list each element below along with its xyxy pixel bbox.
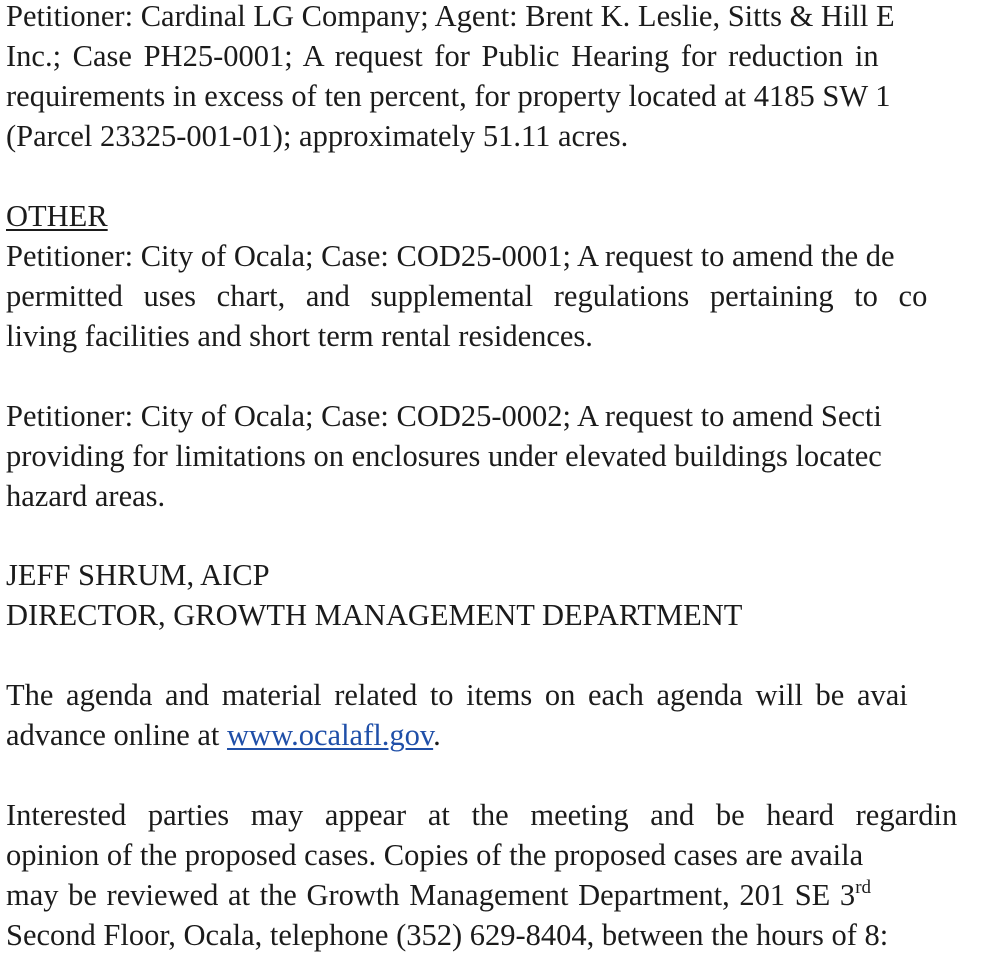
paragraph-line: requirements in excess of ten percent, for property located at 4185 SW 1 — [6, 79, 891, 113]
paragraph-line: Second Floor, Ocala, telephone (352) 629-8404, between the hours of 8: — [6, 918, 889, 952]
section-heading-other: OTHER — [6, 199, 108, 233]
paragraph-line: Petitioner: Cardinal LG Company; Agent: Brent K. Leslie, Sitts & Hill E — [6, 0, 895, 33]
ocala-website-link[interactable]: www.ocalafl.gov — [227, 718, 434, 752]
paragraph-line: opinion of the proposed cases. Copies of the proposed cases are availa — [6, 838, 864, 872]
paragraph-line: Petitioner: City of Ocala; Case: COD25-0002; A request to amend Secti — [6, 399, 882, 433]
paragraph-line: providing for limitations on enclosures under elevated buildings locatec — [6, 439, 882, 473]
paragraph-line: The agenda and material related to items on each agenda will be avai — [6, 678, 908, 712]
signer-title: DIRECTOR, GROWTH MANAGEMENT DEPARTMENT — [6, 598, 743, 632]
line-text: advance online at — [6, 718, 228, 752]
paragraph-line: hazard areas. — [6, 479, 166, 513]
paragraph-line — [6, 875, 871, 915]
paragraph-line: living facilities and short term rental residences. — [6, 319, 593, 353]
line-text: may be reviewed at the Growth Management Department, 201 SE 3 — [6, 878, 856, 912]
line-text: . — [433, 718, 441, 752]
ordinal-suffix: rd — [855, 877, 872, 898]
paragraph-line: Inc.; Case PH25-0001; A request for Public Hearing for reduction in — [6, 39, 879, 73]
signer-name: JEFF SHRUM, AICP — [6, 558, 270, 592]
paragraph-line: Interested parties may appear at the meeting and be heard regardin — [6, 798, 958, 832]
paragraph-line: permitted uses chart, and supplemental regulations pertaining to co — [6, 279, 928, 313]
paragraph-line: (Parcel 23325-001-01); approximately 51.11 acres. — [6, 119, 629, 153]
paragraph-line — [6, 715, 441, 755]
paragraph-line: Petitioner: City of Ocala; Case: COD25-0001; A request to amend the de — [6, 239, 895, 273]
